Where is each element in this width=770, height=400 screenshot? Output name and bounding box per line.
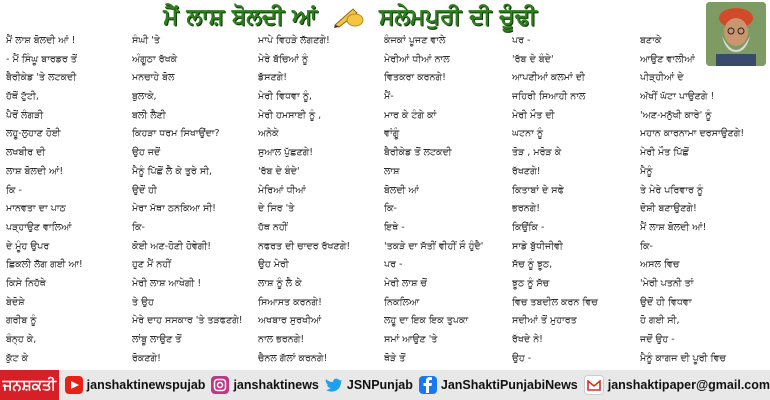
poem-line: ਸਾਡੇ ਬੁੱਧੀਜੀਵੀ — [512, 240, 563, 252]
youtube-icon — [65, 376, 83, 394]
poem-line: ਝੂਠ ਨੂੰ ਸੱਚ — [512, 277, 550, 289]
poem-line: ਇਥੇ - — [384, 221, 405, 233]
poem-line: ਕਿ- — [384, 203, 397, 215]
poem-line: ਬੈਰੀਕੇਡ ਤੋਂ ਲਟਕਦੀ — [384, 147, 452, 159]
poem-line: ਕੋਈ ਅਣ-ਹੋਣੀ ਹੋਵੇਗੀ! — [132, 240, 212, 252]
social-twitter[interactable] — [325, 376, 413, 394]
poem-line: ਹੱਥੋਂ ਟੁੱਟੀ, — [6, 91, 39, 103]
poem-line: ਕਿਹੜਾ ਧਰਮ ਸਿਖਾਉਂਦਾ? — [132, 128, 220, 140]
poem-line: ਉਹ - — [512, 352, 532, 364]
instagram-handle: janshaktinews — [233, 378, 319, 392]
poem-line: 'ਰੱਬ ਦੇ ਬੰਦੇ' — [258, 165, 300, 177]
poem-line: ਡੱਸਣਗੇ! — [258, 72, 288, 84]
poem-line: ਅੰਗੂਠਾ ਰੱਖਕੇ — [132, 53, 178, 65]
poem-line: ਸਮਾਂ ਆਉਣ 'ਤੇ — [384, 334, 438, 345]
poem-line: ਕਿ- — [640, 240, 653, 252]
poem-line: ਦੋਸ਼ੀ ਬਣਾਉਣਗੇ! — [640, 203, 697, 215]
gmail-icon — [584, 375, 604, 395]
poem-line: ਮਾਰ ਕੇ ਟੰਗੇ ਕਾਂ — [384, 109, 437, 121]
poem-column-3 — [258, 32, 386, 370]
poem-line: ਹੁਣ ਮੈਂ ਨਹੀਂ — [132, 259, 171, 271]
poem-line: ਉਦੋਂ ਹੀ ਵਿਧਵਾ — [640, 296, 692, 308]
twitter-handle: JSNPunjab — [346, 378, 413, 392]
poem-line: ਕਿ- — [132, 221, 145, 233]
poem-line: ਗਰੀਬ ਨੂੰ — [6, 315, 37, 327]
poem-line: ਨਫਰਤ ਦੀ ਚਾਦਰ ਰੱਖਣਗੇ! — [258, 240, 351, 252]
brand-logo — [0, 370, 59, 400]
poem-line: - ਮੈਂ ਸਿੰਘੂ ਬਾਰਡਰ ਤੋਂ — [6, 53, 77, 65]
poem-line: ਚੈਨਲ ਗੱਲਾਂ ਕਰਨਗੇ! — [258, 352, 328, 364]
poem-line: ਛਿਕਲੀ ਲੱਗ ਗਈ ਆ! — [6, 259, 83, 271]
poem-line: ਮਾਨਵਤਾ ਦਾ ਪਾਠ — [6, 203, 66, 215]
twitter-icon — [325, 376, 343, 394]
poem-line: ਅਸਲ ਵਿਚ — [640, 259, 680, 271]
poem-line: ਥੋੜੇ ਤੋਂ — [384, 352, 406, 364]
footer-bar — [0, 370, 770, 400]
poem-line: ਅੱਖੀਂ ਘੱਟਾ ਪਾਉਣਗੇ ! — [640, 91, 715, 103]
poem-line: ਮੈਨੂੰ — [640, 165, 653, 177]
poem-line: ਮੇਰੀ ਹਮਸਾਈ ਨੂੰ , — [258, 109, 322, 121]
poem-line: ਬੰਨ੍ਹ ਕੇ, — [6, 334, 37, 345]
poem-line: ਮੇਰੇ ਬੱਚਿਆਂ ਨੂੰ — [258, 53, 309, 65]
poem-line: ਕੰਜਕਾਂ ਪੂਜਣ ਵਾਲੇ — [384, 35, 446, 46]
poem-line: ਮੇਰੀ ਲਾਸ਼ ਆਖੇਗੀ ! — [132, 277, 202, 289]
writing-hand-icon — [331, 5, 365, 29]
poem-line: ਉਦੋਂ ਹੀ — [132, 184, 157, 196]
poem-line: ਸਿਆਸਤ ਕਰਨਗੇ! — [258, 296, 322, 308]
poem-line: ਭਰਨਗੇ! — [512, 203, 541, 215]
email-address: janshaktipaper@gmail.com — [607, 378, 770, 392]
poem-title-bar — [0, 0, 700, 34]
poem-line: ਘਟਨਾ ਨੂੰ — [512, 128, 544, 140]
poem-line: ਰੋਕਣਗੇ! — [132, 352, 161, 364]
poem-line: ਤੋੜ , ਮਰੋੜ ਕੇ — [512, 147, 562, 159]
poem-line: ਹੱਥ ਨਹੀਂ — [258, 221, 288, 233]
poem-line: ਮੈਂ- — [384, 91, 394, 103]
column-title: ਸਲੇਮਪੁਰੀ ਦੀ ਚੂੰਢੀ — [379, 4, 537, 30]
poem-line: ਮਹਾਨ ਕਾਰਨਾਮਾ ਦਰਸਾਉਣਗੇ! — [640, 128, 745, 140]
poem-line: ਪਰ - — [512, 35, 531, 46]
youtube-handle: janshaktinewspujab — [86, 378, 206, 392]
brand-logo-text: ਜਨਸ਼ਕਤੀ — [2, 376, 57, 394]
poem-line: ਨਾਲ ਭਰਨਗੇ! — [258, 334, 305, 345]
poem-line: ਮੈਨੂੰ ਕਾਗਜ ਦੀ ਪੂਰੀ ਵਿਚ — [640, 352, 726, 364]
poem-line: ਮੈਂ ਲਾਸ਼ ਬੋਲਦੀ ਆਂ ! — [6, 35, 76, 46]
poem-line: ਲਖਬੀਰ ਦੀ — [6, 147, 46, 159]
poem-line: ਲਹੂ-ਲੁਹਾਣ ਹੋਈ — [6, 128, 61, 140]
poem-columns — [6, 32, 745, 370]
poem-line: ਆਉਣ ਵਾਲੀਆਂ — [640, 53, 695, 65]
facebook-icon — [419, 376, 437, 394]
poem-line: ਰੱਖਦੇ ਨੇ! — [512, 334, 543, 345]
poem-line: ਜਦੋਂ ਉਹ - — [640, 334, 675, 345]
poem-line: ਮੇਰੀ ਮੌਤ ਪਿੱਛੋਂ — [640, 147, 689, 159]
poem-line: ਅਨੇਕੇ — [258, 128, 279, 140]
poem-line: ਪਰ - — [384, 259, 403, 271]
poem-line: ਲਾਸ਼ ਨੂੰ ਲੈ ਕੇ — [258, 277, 302, 289]
poem-line: ਬੇਦੋਸ਼ੇ — [6, 296, 25, 308]
social-email[interactable] — [584, 375, 770, 395]
poem-line: ਤੇ ਉਹ — [132, 296, 154, 308]
poem-line: ਕਿਸੇ ਨਿਹੱਥੇ — [6, 277, 46, 289]
poem-line: ਬਲੀ ਲੈਣੀ — [132, 109, 166, 121]
poem-line: ਜਹਿਰੀ ਸਿਆਹੀ ਨਾਲ — [512, 91, 586, 103]
poem-line: ਮੇਰਾ ਮੱਥਾ ਠਨਕਿਆ ਸੀ! — [132, 203, 216, 215]
poem-line: ਸੁਆਲ ਪੁੱਛਣਗੇ! — [258, 147, 314, 159]
poem-line: ਪੀੜ੍ਹੀਆਂ ਦੇ — [640, 72, 684, 84]
poem-line: ਵਿਚ ਤਬਦੀਲ ਕਰਨ ਵਿਚ — [512, 296, 598, 308]
poem-line: ਮੇਰੀ ਲਾਸ਼ ਚੋਂ — [384, 277, 427, 289]
poem-column-1 — [6, 32, 124, 370]
poem-line: ਸੰਘੀ 'ਤੇ — [132, 35, 160, 46]
poem-line: ਬੈਰੀਕੇਡ 'ਤੇ ਲਟਕਦੀ — [6, 72, 77, 84]
poem-column-2 — [132, 32, 256, 370]
poem-title: ਮੈਂ ਲਾਸ਼ ਬੋਲਦੀ ਆਂ — [163, 4, 318, 30]
poem-line: ਦੇ ਸਿਰ 'ਤੇ — [258, 203, 295, 215]
poem-line: ਮੇਰੀ ਮੌਤ ਦੀ — [512, 109, 555, 121]
poem-line: ਵਿਤਕਰਾ ਕਰਨਗੇ! — [384, 72, 446, 84]
poem-line: ਮੈਨੂੰ ਪਿੱਛੋਂ ਲੈ ਕੇ ਤੁਰੇ ਸੀ, — [132, 165, 213, 177]
poem-column-6 — [640, 32, 770, 370]
social-facebook[interactable] — [419, 376, 578, 394]
poem-line: ਲਾਸ਼ ਬੋਲਦੀ ਆਂ! — [6, 165, 64, 177]
poem-line: ਪੜ੍ਹਾਉਣ ਵਾਲਿਆਂ — [6, 221, 72, 233]
poem-line: ਨਿਕਲਿਆ — [384, 296, 420, 308]
poem-line: ਲਾਸ਼ — [384, 165, 400, 177]
poem-line: ਲਹੂ ਦਾ ਇਕ ਇਕ ਤੁਪਕਾ — [384, 315, 469, 327]
poem-line: ਵਾਂਗੂੰ — [384, 128, 400, 140]
social-instagram[interactable] — [211, 376, 318, 394]
poem-line: ਮੇਰੀ ਵਿਧਵਾ ਨੂੰ, — [258, 91, 312, 103]
poem-line: 'ਮੇਰੀ ਪਤਨੀ ਤਾਂ — [640, 277, 694, 289]
poem-line: ਲਾਂਬੂ ਲਾਉਣ ਤੋਂ — [132, 334, 182, 345]
poem-line: ਕੁੱਟ ਕੇ — [6, 352, 29, 364]
poem-line: ਸਦੀਆਂ ਤੋਂ ਮੁਹਾਰਤ — [512, 315, 577, 327]
poem-line: ਮੈਂ ਲਾਸ਼ ਬੋਲਦੀ ਆਂ! — [640, 221, 707, 233]
poem-line: ਹੋ ਗਈ ਸੀ, — [640, 315, 680, 327]
poem-column-5 — [512, 32, 640, 370]
poem-line: ਬੁਲਾਕੇ, — [132, 91, 157, 103]
poem-line: 'ਤਕੜੇ ਦਾ ਸੱਤੀਂ ਵੀਹੀਂ ਸੌ ਹੁੰਦੈ' — [384, 240, 484, 252]
social-youtube[interactable] — [65, 376, 206, 394]
poem-line: ਦੇ ਮੂੰਹ ਉਪਰ — [6, 240, 50, 252]
facebook-handle: JanShaktiPunjabiNews — [440, 378, 578, 392]
poem-line: ਅਖਬਾਰ ਸੁਰਖੀਆਂ — [258, 315, 322, 327]
poem-line: ਉਹ ਮੇਰੀ — [258, 259, 289, 271]
poem-line: ਮੇਰਿਆਂ ਧੀਆਂ — [258, 184, 306, 196]
poem-line: ਤੇ ਮੇਰੇ ਪਰਿਵਾਰ ਨੂੰ — [640, 184, 704, 196]
poem-line: ਕਿਉਂਕਿ - — [512, 221, 545, 233]
poem-line: ਮੇਰੀਆਂ ਧੀਆਂ ਨਾਲ — [384, 53, 450, 65]
poem-line: ਰੱਖਣਗੇ! — [512, 165, 541, 177]
poem-line: ਉਹ ਜਦੋਂ — [132, 147, 161, 159]
poem-line: ਮੇਰੇ ਦਾਹ ਸਸਕਾਰ 'ਤੇ ਤੜਫਣਗੇ! — [132, 315, 243, 327]
poem-line: ਸੱਚ ਨੂੰ ਝੂਠ, — [512, 259, 553, 271]
poem-line: ਮਨਚਾਹੇ ਬੋਲ — [132, 72, 175, 84]
poem-line: ਬੋਲਦੀ ਆਂ — [384, 184, 419, 196]
poem-line: ਕਿਤਾਬਾਂ ਦੇ ਸਫੇ — [512, 184, 564, 196]
poem-line: ਬਣਾਕੇ — [640, 35, 662, 46]
poem-line: ਮਾਪੇ ਵਿਹੜੇ ਲੱਗਣਗੇ! — [258, 35, 330, 46]
poem-line: ਪੈਰੋਂ ਲੰਗੜੀ — [6, 109, 44, 121]
poem-line: ਕਿ - — [6, 184, 22, 196]
instagram-icon — [211, 376, 229, 394]
poem-line: 'ਅਣ-ਮਨੁੱਖੀ ਕਾਰੇ' ਨੂੰ — [640, 109, 712, 121]
poem-line: ਆਪਣੀਆਂ ਕਲਮਾਂ ਦੀ — [512, 72, 585, 84]
poem-column-4 — [384, 32, 512, 370]
poem-line: 'ਰੱਬ ਦੇ ਬੰਦੇ' — [512, 53, 554, 65]
